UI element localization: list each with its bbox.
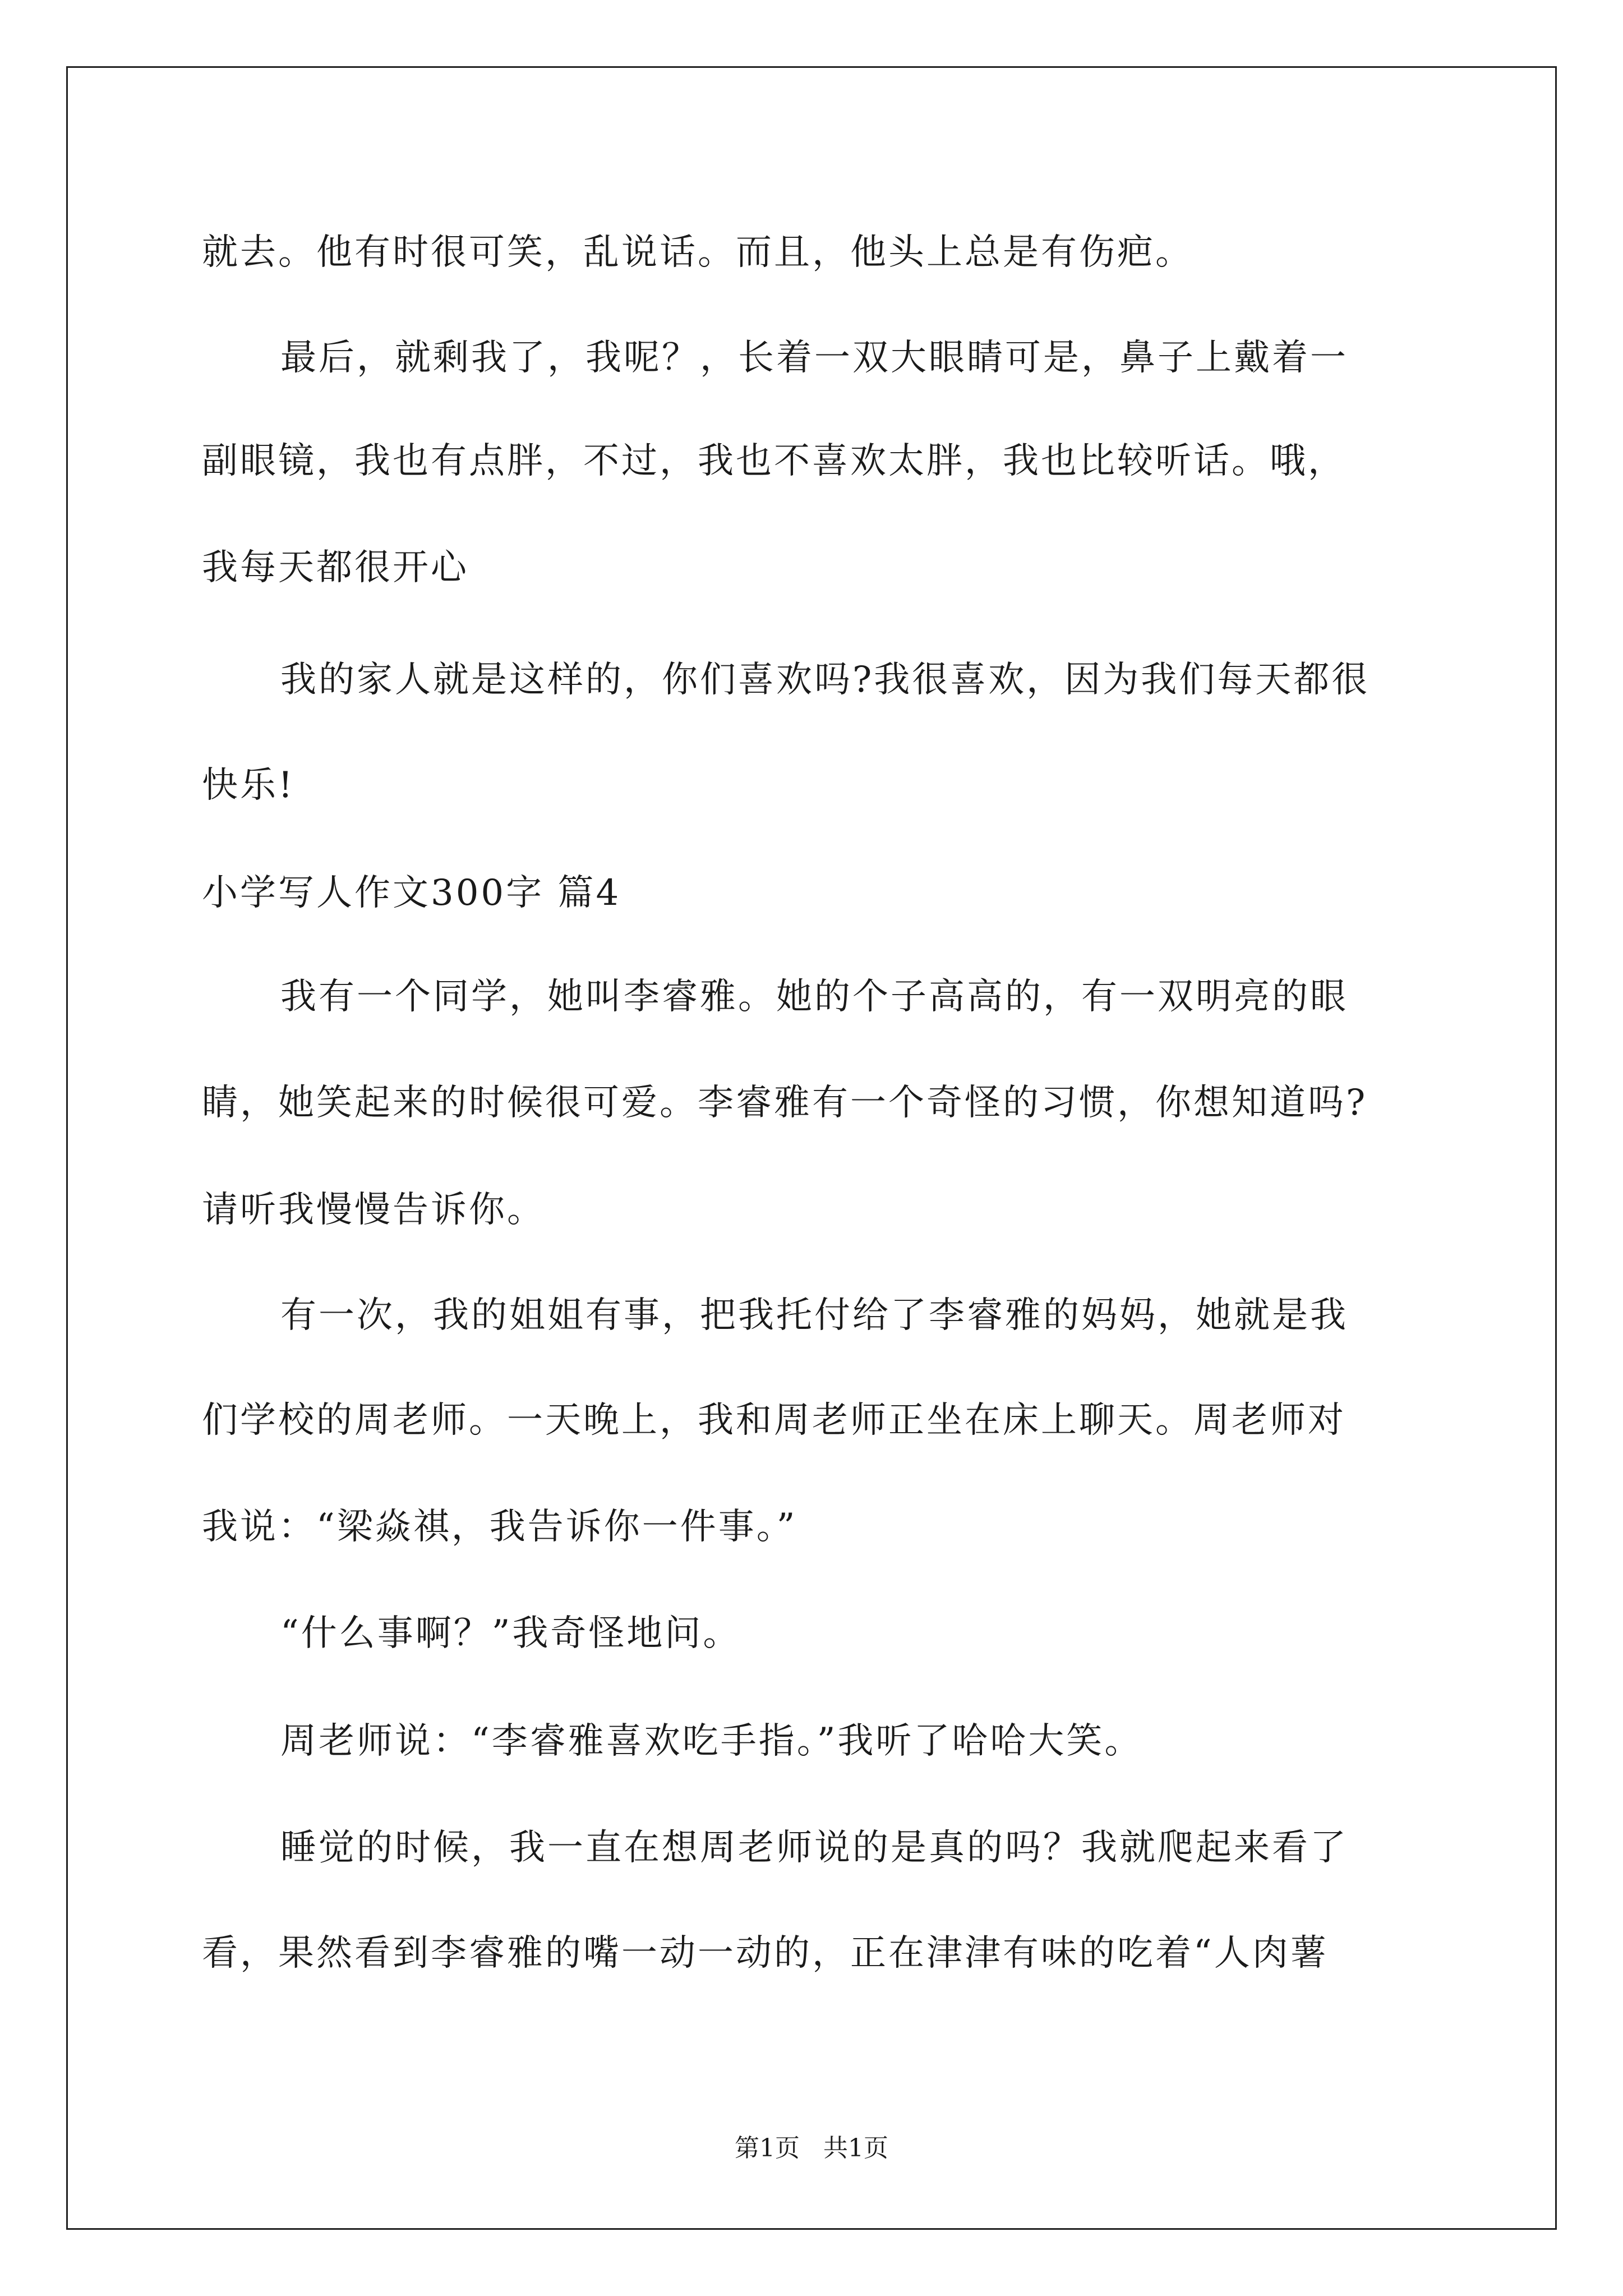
paragraph-line: 我的家人就是这样的，你们喜欢吗?我很喜欢，因为我们每天都很 (280, 659, 1370, 701)
page-border (66, 66, 1557, 2230)
paragraph-line: 请听我慢慢告诉你。 (202, 1189, 545, 1231)
paragraph-line: 我说：“梁焱祺，我告诉你一件事。” (202, 1506, 797, 1548)
paragraph-line: 就去。他有时很可笑，乱说话。而且，他头上总是有伤疤。 (202, 232, 1193, 273)
paragraph-line: 有一次，我的姐姐有事，把我托付给了李睿雅的妈妈，她就是我 (280, 1295, 1348, 1336)
paragraph-line: 睡觉的时候，我一直在想周老师说的是真的吗？我就爬起来看了 (280, 1827, 1348, 1869)
paragraph-line: 快乐! (202, 765, 295, 806)
paragraph-line: 我每天都很开心 (202, 547, 469, 588)
page-number-footer: 第1页 共1页 (735, 2134, 888, 2162)
paragraph-line: 周老师说：“李睿雅喜欢吃手指。”我听了哈哈大笑。 (280, 1720, 1143, 1762)
section-heading: 小学写人作文300字 篇4 (202, 872, 621, 914)
paragraph-line: 们学校的周老师。一天晚上，我和周老师正坐在床上聊天。周老师对 (202, 1400, 1346, 1441)
paragraph-line: 最后，就剩我了，我呢？，长着一双大眼睛可是，鼻子上戴着一 (280, 337, 1348, 379)
paragraph-line: “什么事啊？”我奇怪地问。 (280, 1613, 741, 1654)
paragraph-line: 睛，她笑起来的时候很可爱。李睿雅有一个奇怪的习惯，你想知道吗? (202, 1082, 1368, 1124)
paragraph-line: 我有一个同学，她叫李睿雅。她的个子高高的，有一双明亮的眼 (280, 976, 1348, 1018)
paragraph-line: 看，果然看到李睿雅的嘴一动一动的，正在津津有味的吃着“人肉薯 (202, 1932, 1329, 1974)
paragraph-line: 副眼镜，我也有点胖，不过，我也不喜欢太胖，我也比较听话。哦， (202, 440, 1346, 482)
